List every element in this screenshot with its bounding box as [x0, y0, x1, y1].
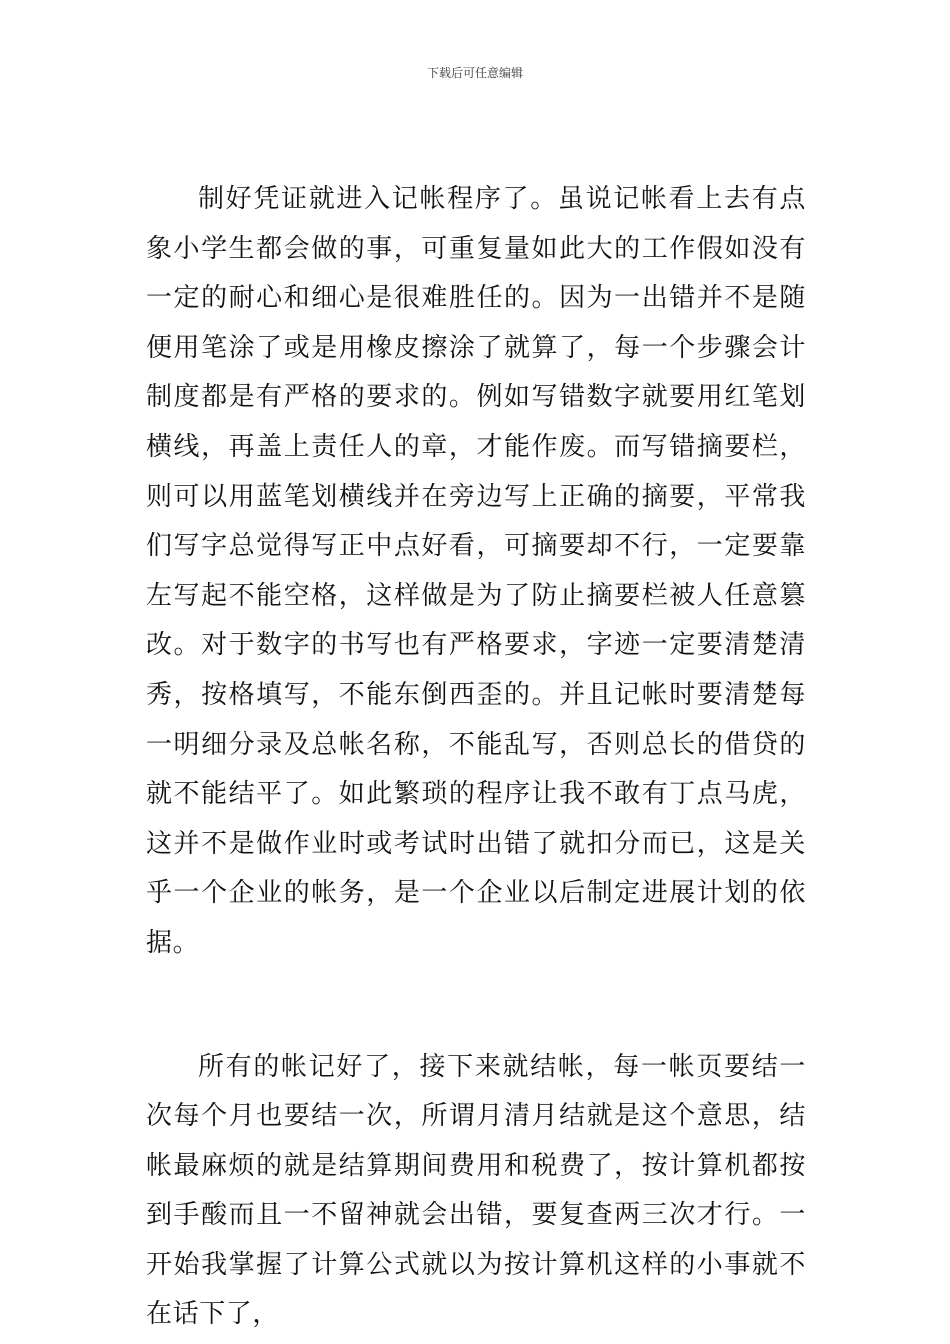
paragraph-closing-accounts: 所有的帐记好了，接下来就结帐，每一帐页要结一次每个月也要结一次，所谓月清月结就是这个意思，结帐最麻烦的就是结算期间费用和税费了，按计算机都按到手酸而且一不留神就会出错，要复查两三次才行。一开始我掌握了计算公式就以为按计算机这样的小事就不在话下了，	[146, 1051, 806, 1330]
document-body	[146, 175, 806, 1340]
paragraph-bookkeeping: 制好凭证就进入记帐程序了。虽说记帐看上去有点象小学生都会做的事，可重复量如此大的工作假如没有一定的耐心和细心是很难胜任的。因为一出错并不是随便用笔涂了或是用橡皮擦涂了就算了，每一个步骤会计制度都是有严格的要求的。例如写错数字就要用红笔划横线，再盖上责任人的章，才能作废。而写错摘要栏，则可以用蓝笔划横线并在旁边写上正确的摘要，平常我们写字总觉得写正中点好看，可摘要却不行，一定要靠左写起不能空格，这样做是为了防止摘要栏被人任意篡改。对于数字的书写也有严格要求，字迹一定要清楚清秀，按格填写，不能东倒西歪的。并且记帐时要清楚每一明细分录及总帐名称，不能乱写，否则总长的借贷的就不能结平了。如此繁琐的程序让我不敢有丁点马虎，这并不是做作业时或考试时出错了就扣分而已，这是关乎一个企业的帐务，是一个企业以后制定进展计划的依据。	[146, 184, 806, 958]
page-header: 下载后可任意编辑	[426, 66, 523, 80]
